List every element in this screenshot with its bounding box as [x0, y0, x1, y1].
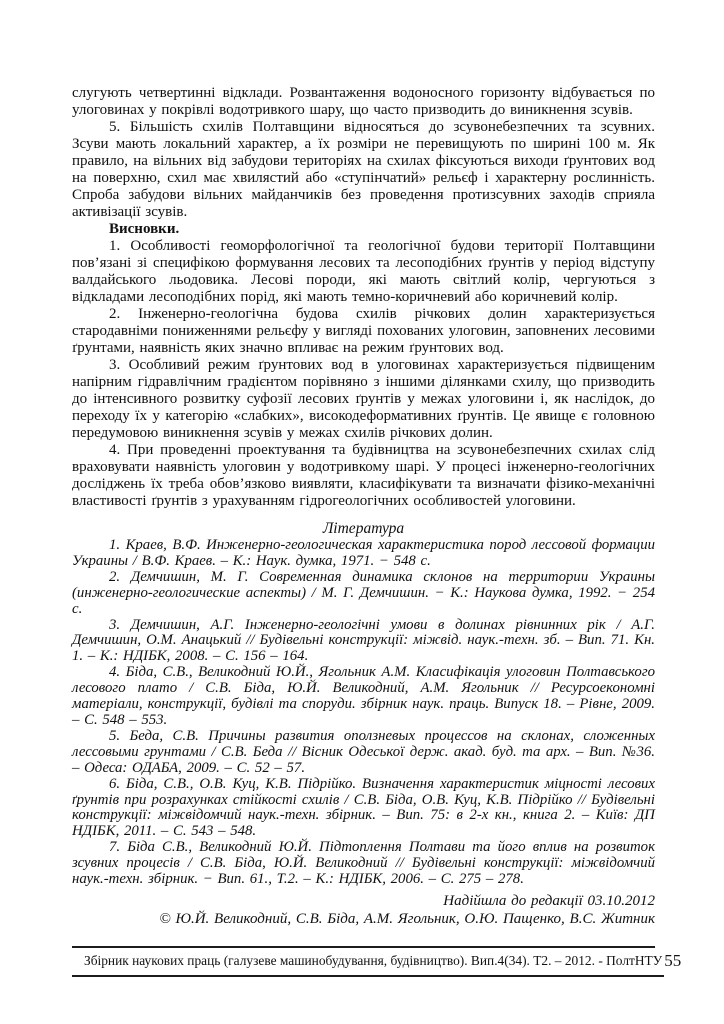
body-paragraph-continuation: слугують четвертинні відклади. Розвантаження водоносного горизонту відбувається по улоговинах у покрівлі водотривкого шару, що часто призводить до виникнення зсувів. — [72, 85, 655, 118]
conclusion-item-1: 1. Особливості геоморфологічної та геологічної будови території Полтавщини пов’язані зі специфікою формування лесових та лесоподібних ґрунтів у період відступу валдайського льодовика. Лесові породи, які мають світлий колір, чергуються з відкладами лесоподібних порід, які мають темно-коричневий або коричневий колір. — [72, 238, 655, 305]
conclusion-item-3: 3. Особливий режим ґрунтових вод в улоговинах характеризується підвищеним напірним гідравлічним градієнтом порівняно з іншими ділянками схилу, що призводить до інтенсивного розвитку суфозії лесових ґрунтів у межах улоговини і, як наслідок, до переходу їх у категорію «слабких», високодеформативних ґрунтів. Це явище є головною передумовою виникнення зсувів у межах схилів річкових долин. — [72, 357, 655, 441]
body-paragraph-point-5: 5. Більшість схилів Полтавщини відносяться до зсувонебезпечних та зсувних. Зсуви мають локальний характер, а їх розміри не перевищують по ширині 100 м. Як правило, на вільних від забудови територіях на схилах фіксуються виходи ґрунтових вод на поверхню, схил має хвилястий або «ступінчатий» рельєф і характерну рослинність. Спроба забудови вільних майданчиків без проведення протизсувних заходів сприяла активізації зсувів. — [72, 119, 655, 220]
footer-journal-line-container — [72, 948, 664, 977]
received-note: Надійшла до редакції 03.10.2012 — [443, 892, 655, 909]
page-body — [72, 85, 655, 928]
page-footer — [72, 946, 682, 977]
conclusions-heading: Висновки. — [109, 221, 180, 237]
reference-item-3: 3. Демчишин, А.Г. Інженерно-геологічні умови в долинах рівнинних рік / А.Г. Демчишин, О.М. Анацький // Будівельні конструкції: міжвід. наук.-техн. зб. – Вип. 71. Кн. 1. – К.: НДІБК, 2008. – С. 156 – 164. — [72, 616, 655, 665]
reference-item-2: 2. Демчишин, М. Г. Современная динамика склонов на территории Украины (инженерно-геологические аспекты) / М. Г. Демчишин. − К.: Наукова думка, 1992. − 254 с. — [72, 568, 655, 617]
reference-list — [72, 538, 655, 888]
footer-row — [72, 948, 682, 977]
reference-item-1: 1. Краев, В.Ф. Инженерно-геологическая характеристика пород лессовой формации Украины / В.Ф. Краев. – К.: Наук. думка, 1971. − 548 с. — [72, 537, 655, 569]
reference-item-4: 4. Біда, С.В., Великодний Ю.Й., Ягольник А.М. Класифікація улоговин Полтавського лесового плато / С.В. Біда, Ю.Й. Великодний, А.М. Ягольник // Ресурсоекономні матеріали, конструкції, будівлі та споруди. збірник наук. праць. Випуск 18. – Рівне, 2009. – С. 548 – 553. — [72, 664, 655, 728]
footer-page-number: 55 — [664, 951, 682, 970]
reference-item-5: 5. Беда, С.В. Причины развития оползневых процессов на склонах, сложенных лессовыми грунтами / С.В. Беда // Вісник Одеської держ. акад. буд. та арх. – Вип. №36. – Одеса: ОДАБА, 2009. – С. 52 – 57. — [72, 727, 655, 776]
reference-item-6: 6. Біда, С.В., О.В. Куц, К.В. Підрійко. Визначення характеристик міцності лесових ґрунтів при розрахунках стійкості схилів / С.В. Біда, О.В. Куц, К.В. Підрійко // Будівельні конструкції: міжвідомчий наук.-техн. збірник. – Вип. 75: в 2-х кн., книга 2. – Київ: ДП НДІБК, 2011. – С. 543 – 548. — [72, 775, 655, 840]
reference-item-7: 7. Біда С.В., Великодний Ю.Й. Підтоплення Полтави та його вплив на розвиток зсувних процесів / С.В. Біда, Ю.Й. Великодний // Будівельні конструкції: міжвідомчий наук.-техн. збірник. − Вип. 61., Т.2. – К.: НДІБК, 2006. – С. 275 – 278. — [72, 839, 655, 888]
conclusion-item-2: 2. Інженерно-геологічна будова схилів річкових долин характеризується стародавніми пониженнями рельєфу у вигляді похованих улоговин, заповнених лесовими ґрунтами, наявність яких значно впливає на режим ґрунтових вод. — [72, 306, 655, 356]
conclusion-item-4: 4. При проведенні проектування та будівництва на зсувонебезпечних схилах слід враховувати наявність улоговин у водотривкому шарі. У процесі інженерно-геологічних досліджень їх треба обов’язково виявляти, класифікувати та визначати фізико-механічні властивості ґрунтів з урахуванням гідрогеологічних особливостей улоговини. — [72, 442, 655, 509]
literature-heading: Література — [322, 520, 405, 537]
copyright-line: © Ю.Й. Великодний, С.В. Біда, А.М. Ягольник, О.Ю. Пащенко, В.С. Житник — [159, 910, 655, 927]
footer-journal-line: Збірник наукових праць (галузеве машинобудування, будівництво). Вип.4(34). Т2. – 2012. - ПолтНТУ — [84, 953, 663, 968]
